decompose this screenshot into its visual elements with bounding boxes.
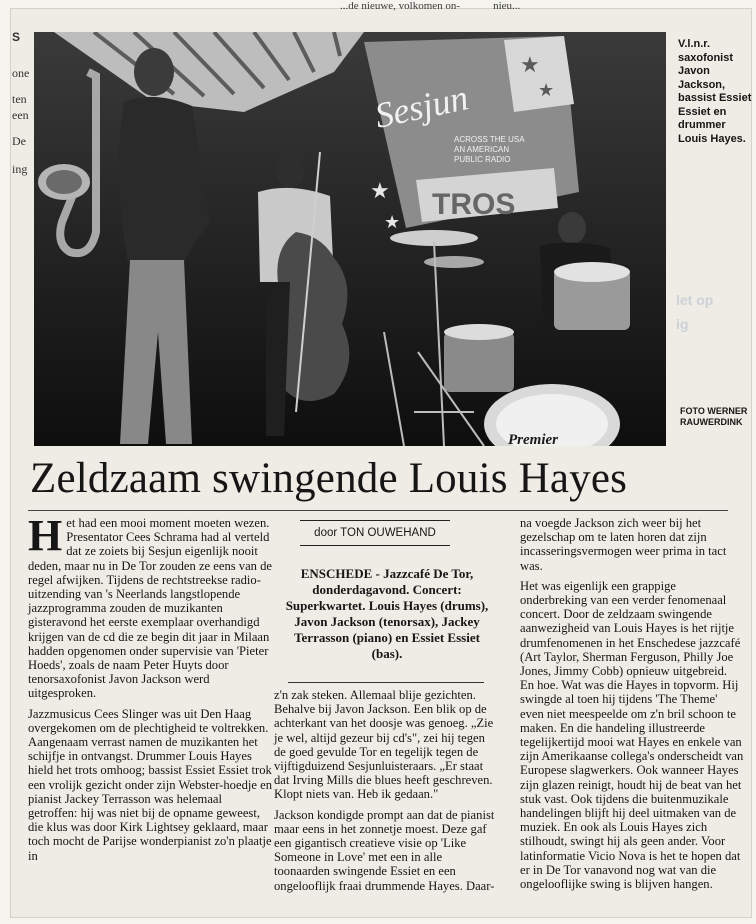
svg-text:★: ★ bbox=[520, 53, 540, 78]
article-paragraph: Jackson kondigde prompt aan dat de pianist maar eens in het zonnetje moest. Deze gaf een gigantisch creatieve visie op 'Like Someone in Love' met een in alle toonaarden swingende Essiet en een ongelooflijk fraai drummende Hayes. Daar- bbox=[274, 807, 495, 893]
photo-caption: V.l.n.r. saxofonist Javon Jackson, bassist Essiet Essiet en drummer Louis Hayes. bbox=[678, 38, 752, 145]
banner-line: AN AMERICAN bbox=[454, 145, 510, 154]
side-fragment: De bbox=[12, 134, 26, 148]
banner-tros: TROS bbox=[432, 188, 516, 221]
banner-line: ACROSS THE USA bbox=[454, 135, 525, 144]
side-fragment: een bbox=[12, 108, 29, 122]
article-paragraph: Jazzmusicus Cees Slinger was uit Den Haag overgekomen om de plechtigheid te voltrekken. Aangenaam verrast namen de muzikanten het schijfje in ontvangst. Drummer Louis Hayes hield het trots omhoog; bassist Essiet Essiet trok een vrolijk gezicht onder zijn Webster-hoedje en pianist Jackey Terrasson was helemaal getroffen: hij was niet bij de opname geweest, die klus was door Kirk Lightsey geklaard, maar toch mocht de Parijse wonderpianist zo'n plaatje in bbox=[28, 706, 272, 863]
article-paragraph: Het had een mooi moment moeten wezen. Presentator Cees Schrama had al verteld dat ze zoiets bij Sesjun eigenlijk nooit deden, maar nu in De Tor zouden ze eens van de regel afwijken. Tijdens de rechtstreekse radio-uitzending van 's Neerlands langstlopende jazzprogramma zouden de muzikanten gisteravond het eerste exemplaar overhandigd krijgen van de cd die ze begin dit jaar in Milaan hadden opgenomen onder supervisie van 'Pieter Hoeds', zoals de naam Peter Huyts door tenorsaxofonist Javon Jackson werd uitgesproken. bbox=[28, 511, 273, 701]
svg-text:★: ★ bbox=[384, 212, 401, 233]
headline-rule bbox=[28, 510, 728, 511]
banner-logo: Sesjun bbox=[371, 77, 472, 136]
article-paragraph: na voegde Jackson zich weer bij het gezelschap om te laten horen dat zijn incasseringsvermogen weer prima in tact was. bbox=[520, 516, 727, 573]
article-intro: ENSCHEDE - Jazzcafé De Tor, donderdagavond. Concert: Superkwartet. Louis Hayes (drums), Javon Jackson (tenorsax), Jackey Terrasson (piano) en Essiet Essiet (bas). bbox=[285, 566, 489, 661]
byline: door TON OUWEHAND bbox=[300, 520, 450, 546]
article-paragraph: Het was eigenlijk een grappige onderbreking van een verder fenomenaal concert. Door de zeldzaam swingende aanwezigheid van Louis Hayes is het rijtje drumfenomenen in het Enschedese jazzcafé (Art Taylor, Sherman Ferguson, Philly Joe Jones, Jimmy Cobb) opnieuw uitgebreid. En hoe. Wat was die Hayes in topvorm. Hij swingde al toen hij tijdens 'The Theme' even niet meespeelde om z'n bril schoon te maken. En die handeling illustreerde tegelijkertijd mooi wat Hayes en enkele van zijn Amerikaanse collega's onderscheidt van Europese slagwerkers. Ook wanneer Hayes zijn glazen reinigt, houdt hij de beat van het stuk vast. Ook tijdens die buitenmuzikale handelingen blijft hij deel uitmaken van de muziek. En ook als Louis Hayes zich stilhoudt, swingt hij als geen ander. Voor latinformatie Vicio Nova is het te hopen dat er in De Tor vanavond nog wat van die ongelooflijke swing is blijven hangen. bbox=[520, 578, 744, 892]
photo-credit: FOTO WERNER RAUWERDINK bbox=[680, 406, 748, 427]
headline: Zeldzaam swingende Louis Hayes bbox=[30, 455, 628, 502]
banner-line: PUBLIC RADIO bbox=[454, 155, 511, 164]
previous-article-fragment: ...de nieuwe, volkomen on- nieu... bbox=[340, 0, 521, 12]
concert-photo bbox=[34, 32, 666, 446]
svg-text:★: ★ bbox=[538, 80, 555, 101]
article-column-1 bbox=[28, 511, 274, 869]
drum-logo: Premier bbox=[508, 432, 558, 446]
show-through-text: let op bbox=[676, 292, 714, 308]
side-fragment: one bbox=[12, 66, 30, 80]
drop-cap: H bbox=[28, 511, 63, 560]
article-paragraph: z'n zak steken. Allemaal blije gezichten. Behalve bij Javon Jackson. Een blik op de achterkant van het doosje was genoeg. „Zie je wel, altijd gezeur bij cd's", zei hij tegen de goed gevulde Tor en tegelijk tegen de vijftigduizend Sesjunluisteraars. „Er staat dat Irving Mills die blues heeft geschreven. Klopt niets van. Heb ik gedaan." bbox=[274, 688, 494, 802]
side-fragment: ten bbox=[12, 92, 27, 106]
side-fragment: ing bbox=[12, 162, 28, 176]
show-through-text: ig bbox=[676, 316, 689, 332]
side-fragment: S bbox=[12, 30, 21, 44]
intro-rule bbox=[288, 682, 484, 683]
article-column-3 bbox=[520, 516, 744, 897]
article-column-2 bbox=[274, 688, 498, 899]
svg-text:★: ★ bbox=[370, 179, 390, 204]
